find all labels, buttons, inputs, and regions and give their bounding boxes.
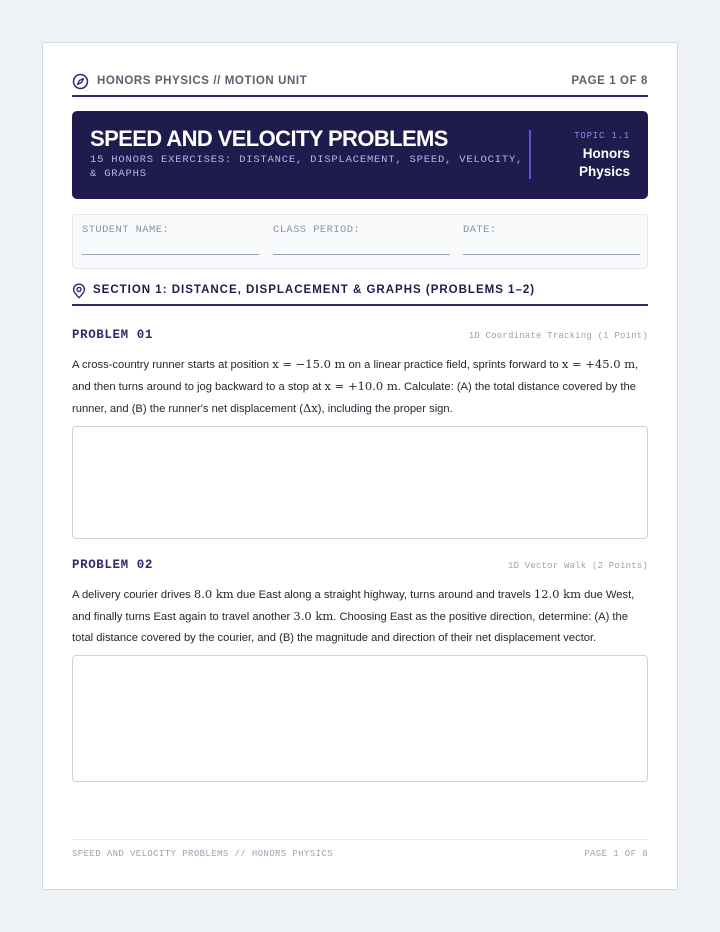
- problem-text-segment: due West, and finally turns East again to travel another: [72, 589, 635, 623]
- footer-page-number: PAGE 1 OF 8: [584, 849, 648, 859]
- answer-box[interactable]: [72, 655, 648, 782]
- date-line: [463, 254, 640, 255]
- footer-title: SPEED AND VELOCITY PROBLEMS // HONORS PHYSICS: [72, 849, 334, 859]
- page-footer: [72, 839, 648, 859]
- student-name-field[interactable]: [82, 224, 259, 255]
- compass-icon: [72, 73, 89, 90]
- worksheet-title: SPEED AND VELOCITY PROBLEMS: [90, 126, 448, 151]
- math-expression: 3.0 km: [293, 609, 334, 623]
- title-banner: [72, 111, 648, 199]
- problem-title: PROBLEM 01: [72, 328, 154, 342]
- problem-01: [72, 328, 648, 539]
- problem-text-segment: due East along a straight highway, turns around and travels: [233, 589, 534, 601]
- problem-text-segment: ), including the proper sign.: [317, 403, 453, 415]
- topic-label: TOPIC 1.1: [574, 131, 630, 141]
- answer-box[interactable]: [72, 426, 648, 539]
- problem-02: [72, 558, 648, 782]
- class-period-line: [273, 254, 450, 255]
- map-pin-icon: [72, 283, 86, 299]
- problem-title: PROBLEM 02: [72, 558, 154, 572]
- class-period-label: CLASS PERIOD:: [273, 224, 361, 236]
- worksheet-subtitle: 15 HONORS EXERCISES: DISTANCE, DISPLACEMENT, SPEED, VELOCITY, & GRAPHS: [90, 154, 524, 180]
- section-title: SECTION 1: DISTANCE, DISPLACEMENT & GRAPHS (PROBLEMS 1–2): [93, 284, 536, 296]
- date-label: DATE:: [463, 224, 497, 236]
- student-info-box: [72, 214, 648, 269]
- student-name-line: [82, 254, 259, 255]
- section-header: [72, 284, 648, 306]
- student-name-label: STUDENT NAME:: [82, 224, 170, 236]
- math-expression: x = +10.0 m: [324, 379, 398, 393]
- course-name: Honors Physics: [578, 146, 630, 179]
- math-expression: x = +45.0 m: [561, 357, 636, 371]
- problem-text-segment: , and then turns around to jog backward to a stop at: [72, 359, 639, 393]
- worksheet-page: [42, 42, 678, 890]
- class-period-field[interactable]: [273, 224, 450, 255]
- page-number: PAGE 1 OF 8: [571, 75, 648, 87]
- problem-text-segment: A delivery courier drives: [72, 589, 194, 601]
- math-expression: 12.0 km: [533, 587, 582, 601]
- page-header: [72, 69, 648, 97]
- problem-text-segment: A cross-country runner starts at position: [72, 359, 273, 371]
- problem-text-segment: on a linear practice field, sprints forward to: [345, 359, 562, 371]
- banner-divider: [529, 130, 531, 179]
- problem-points: 1D Vector Walk (2 Points): [507, 561, 648, 571]
- problem-text-segment: . Calculate: (A) the total distance covered by the runner, and (B) the runner's net displacement (: [72, 381, 636, 415]
- math-expression: 8.0 km: [193, 587, 234, 601]
- problem-text: [72, 584, 648, 649]
- problem-text-segment: . Choosing East as the positive direction, determine: (A) the total distance covered by the courier, and (B) the magnitude and direction of their net displacement vector.: [72, 611, 628, 644]
- problem-text: [72, 354, 648, 420]
- math-expression: Δx: [302, 401, 318, 415]
- date-field[interactable]: [463, 224, 640, 255]
- problem-points: 1D Coordinate Tracking (1 Point): [468, 331, 648, 341]
- unit-label: HONORS PHYSICS // MOTION UNIT: [97, 75, 308, 87]
- math-expression: x = −15.0 m: [272, 357, 346, 371]
